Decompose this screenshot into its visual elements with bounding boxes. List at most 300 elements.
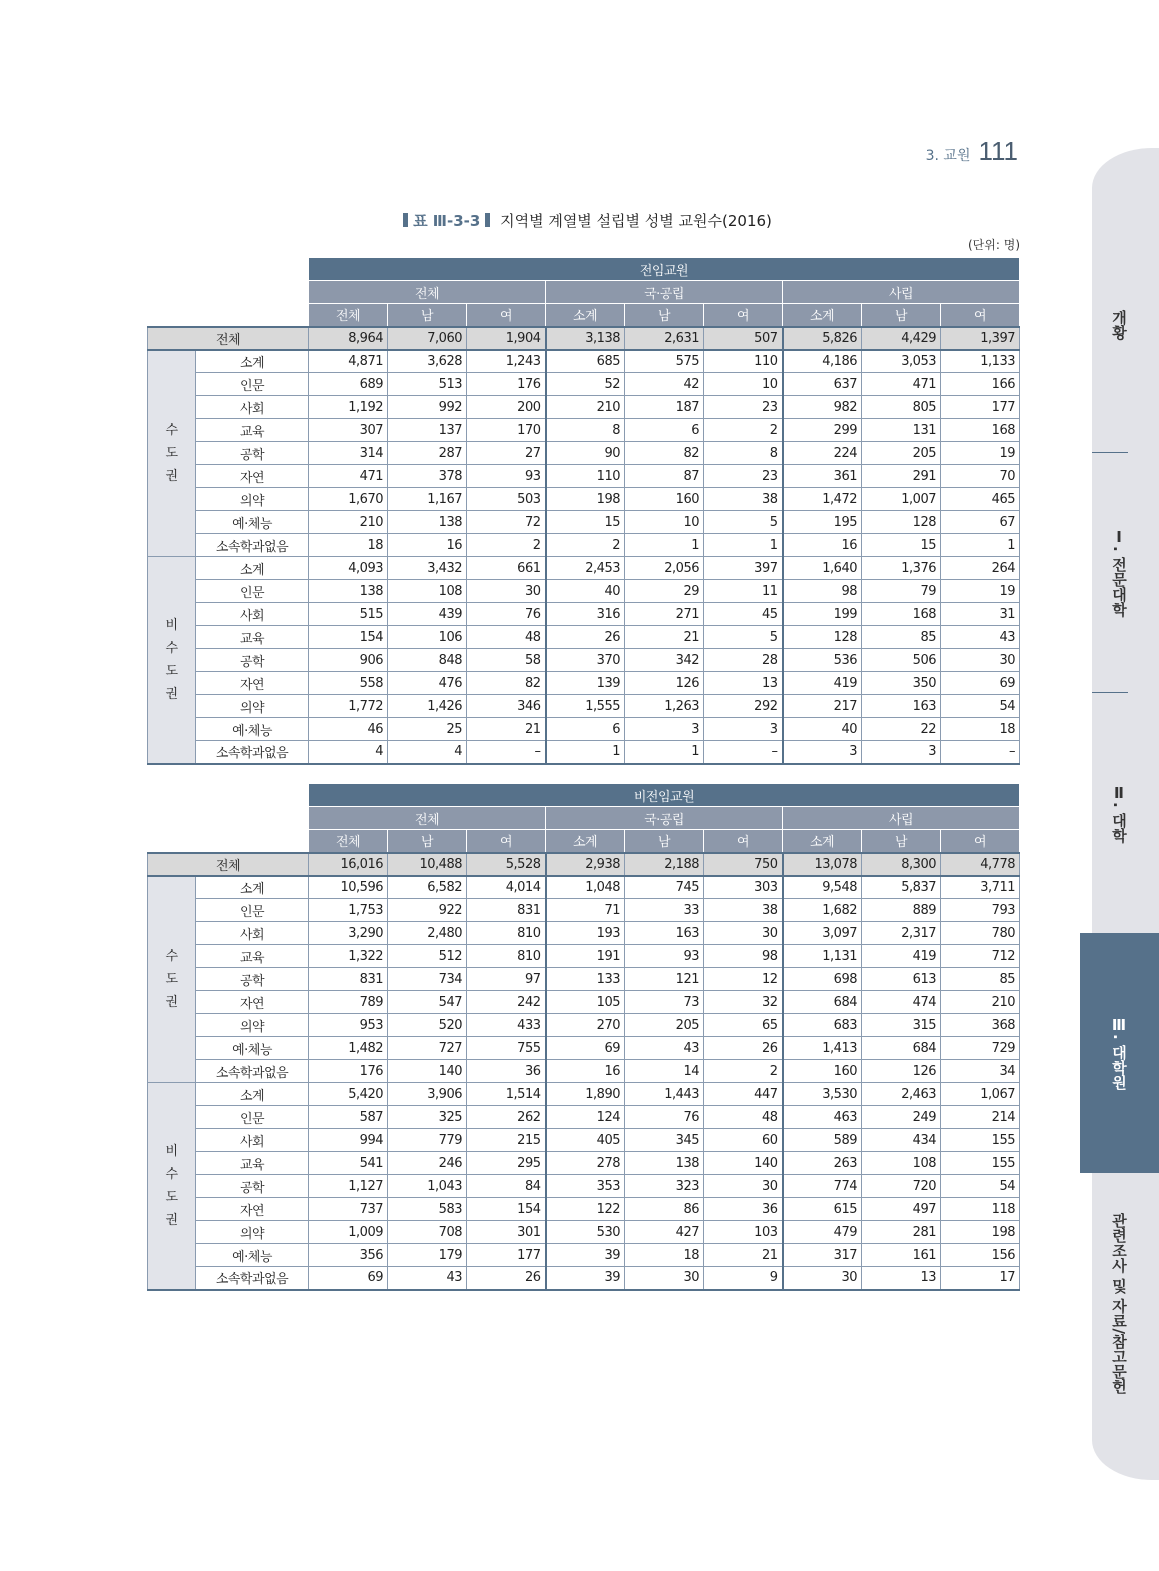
row-label: 교육	[196, 1152, 309, 1175]
column-header: 여	[704, 304, 783, 327]
region-name: 수도권	[165, 422, 178, 484]
column-header: 여	[467, 304, 546, 327]
cell-value: 325	[388, 1106, 467, 1129]
column-header: 남	[862, 830, 941, 853]
table-row	[148, 922, 1020, 945]
cell-value: 9	[704, 1267, 783, 1290]
cell-value: –	[704, 741, 783, 764]
cell-value: 242	[467, 991, 546, 1014]
table-row	[148, 899, 1020, 922]
cell-value: 1	[546, 741, 625, 764]
cell-value: 3	[704, 718, 783, 741]
side-tab-overview[interactable]	[1080, 200, 1159, 450]
cell-value: 712	[941, 945, 1020, 968]
cell-value: 4,014	[467, 876, 546, 899]
region-name: 비수도권	[165, 617, 178, 702]
row-label: 예·체능	[196, 511, 309, 534]
cell-value: 465	[941, 488, 1020, 511]
row-label: 예·체능	[196, 1037, 309, 1060]
column-header: 여	[941, 304, 1020, 327]
cell-value: 953	[309, 1014, 388, 1037]
cell-value: 3,053	[862, 350, 941, 373]
cell-value: 5,837	[862, 876, 941, 899]
cell-value: 210	[546, 396, 625, 419]
unit-label: (단위: 명)	[968, 238, 1020, 252]
cell-value: 3	[783, 741, 862, 764]
cell-value: 110	[704, 350, 783, 373]
cell-value: 5	[704, 626, 783, 649]
cell-value: 3,530	[783, 1083, 862, 1106]
cell-value: 295	[467, 1152, 546, 1175]
cell-value: 168	[862, 603, 941, 626]
table-row	[148, 1221, 1020, 1244]
cell-value: 750	[704, 853, 783, 876]
cell-value: 249	[862, 1106, 941, 1129]
cell-value: 271	[625, 603, 704, 626]
cell-value: 160	[625, 488, 704, 511]
cell-value: 73	[625, 991, 704, 1014]
row-label: 자연	[196, 1198, 309, 1221]
cell-value: 40	[546, 580, 625, 603]
cell-value: 1,167	[388, 488, 467, 511]
cell-value: 270	[546, 1014, 625, 1037]
cell-value: 69	[309, 1267, 388, 1290]
cell-value: 195	[783, 511, 862, 534]
table-row	[148, 603, 1020, 626]
cell-value: 793	[941, 899, 1020, 922]
cell-value: 1,472	[783, 488, 862, 511]
cell-value: 140	[704, 1152, 783, 1175]
cell-value: 287	[388, 442, 467, 465]
cell-value: 67	[941, 511, 1020, 534]
table-row	[148, 511, 1020, 534]
cell-value: 2,317	[862, 922, 941, 945]
cell-value: 160	[783, 1060, 862, 1083]
cell-value: 76	[467, 603, 546, 626]
cell-value: 155	[941, 1152, 1020, 1175]
cell-value: 25	[388, 718, 467, 741]
cell-value: 39	[546, 1267, 625, 1290]
table-row	[148, 534, 1020, 557]
group-header: 전체	[309, 281, 546, 304]
cell-value: 93	[467, 465, 546, 488]
cell-value: 558	[309, 672, 388, 695]
row-label: 인문	[196, 580, 309, 603]
cell-value: 18	[941, 718, 1020, 741]
cell-value: 1,904	[467, 327, 546, 350]
cell-value: 3,906	[388, 1083, 467, 1106]
cell-value: 1,890	[546, 1083, 625, 1106]
cell-value: 1,514	[467, 1083, 546, 1106]
cell-value: 889	[862, 899, 941, 922]
table-row	[148, 1198, 1020, 1221]
cell-value: 193	[546, 922, 625, 945]
cell-value: 346	[467, 695, 546, 718]
cell-value: 734	[388, 968, 467, 991]
cell-value: 16	[388, 534, 467, 557]
row-label: 사회	[196, 922, 309, 945]
cell-value: 176	[467, 373, 546, 396]
cell-value: 40	[783, 718, 862, 741]
region-label	[148, 876, 196, 1083]
row-label: 소속학과없음	[196, 1267, 309, 1290]
cell-value: 314	[309, 442, 388, 465]
cell-value: 139	[546, 672, 625, 695]
cell-value: 476	[388, 672, 467, 695]
cell-value: 2,631	[625, 327, 704, 350]
cell-value: 126	[625, 672, 704, 695]
cell-value: 46	[309, 718, 388, 741]
row-label: 소계	[196, 1083, 309, 1106]
cell-value: 1,067	[941, 1083, 1020, 1106]
cell-value: 5,826	[783, 327, 862, 350]
cell-value: 479	[783, 1221, 862, 1244]
region-name: 비수도권	[165, 1143, 178, 1228]
cell-value: 28	[704, 649, 783, 672]
cell-value: 48	[467, 626, 546, 649]
cell-value: 36	[467, 1060, 546, 1083]
side-tab-graduate-school[interactable]	[1080, 933, 1159, 1173]
cell-value: 6,582	[388, 876, 467, 899]
cell-value: 69	[941, 672, 1020, 695]
cell-value: –	[467, 741, 546, 764]
cell-value: 138	[309, 580, 388, 603]
cell-value: 303	[704, 876, 783, 899]
cell-value: 637	[783, 373, 862, 396]
region-label	[148, 350, 196, 557]
cell-value: 98	[704, 945, 783, 968]
cell-value: 26	[704, 1037, 783, 1060]
cell-value: 405	[546, 1129, 625, 1152]
total-row	[148, 327, 1020, 350]
cell-value: 6	[625, 419, 704, 442]
cell-value: 154	[467, 1198, 546, 1221]
cell-value: 1,192	[309, 396, 388, 419]
cell-value: 2	[546, 534, 625, 557]
cell-value: 497	[862, 1198, 941, 1221]
table-row	[148, 580, 1020, 603]
cell-value: 3	[625, 718, 704, 741]
cell-value: 36	[704, 1198, 783, 1221]
cell-value: 163	[862, 695, 941, 718]
row-label: 소속학과없음	[196, 534, 309, 557]
cell-value: 474	[862, 991, 941, 1014]
cell-value: 1,413	[783, 1037, 862, 1060]
cell-value: 191	[546, 945, 625, 968]
cell-value: 8	[704, 442, 783, 465]
row-label: 예·체능	[196, 718, 309, 741]
table-row	[148, 1244, 1020, 1267]
cell-value: 122	[546, 1198, 625, 1221]
cell-value: 176	[309, 1060, 388, 1083]
row-label: 사회	[196, 396, 309, 419]
cell-value: 262	[467, 1106, 546, 1129]
region-name: 수도권	[165, 948, 178, 1010]
table-row	[148, 465, 1020, 488]
cell-value: 85	[941, 968, 1020, 991]
blank-cell	[148, 784, 309, 853]
table-row	[148, 396, 1020, 419]
cell-value: 140	[388, 1060, 467, 1083]
cell-value: 729	[941, 1037, 1020, 1060]
cell-value: 370	[546, 649, 625, 672]
cell-value: 30	[467, 580, 546, 603]
cell-value: 1,009	[309, 1221, 388, 1244]
cell-value: 43	[625, 1037, 704, 1060]
cell-value: 121	[625, 968, 704, 991]
cell-value: 583	[388, 1198, 467, 1221]
table-row	[148, 626, 1020, 649]
table-row	[148, 649, 1020, 672]
column-header: 여	[467, 830, 546, 853]
cell-value: 79	[862, 580, 941, 603]
cell-value: 397	[704, 557, 783, 580]
cell-value: 13	[704, 672, 783, 695]
cell-value: 831	[467, 899, 546, 922]
cell-value: 1,007	[862, 488, 941, 511]
cell-value: 82	[625, 442, 704, 465]
cell-value: 33	[625, 899, 704, 922]
table-full-time-faculty	[147, 257, 1020, 765]
page-header	[926, 136, 1018, 167]
row-label: 인문	[196, 1106, 309, 1129]
cell-value: 29	[625, 580, 704, 603]
table-row	[148, 695, 1020, 718]
row-label: 소속학과없음	[196, 1060, 309, 1083]
row-label: 교육	[196, 626, 309, 649]
cell-value: 471	[309, 465, 388, 488]
cell-value: 5	[704, 511, 783, 534]
cell-value: 30	[625, 1267, 704, 1290]
region-label	[148, 1083, 196, 1290]
cell-value: 281	[862, 1221, 941, 1244]
cell-value: 198	[941, 1221, 1020, 1244]
table-row	[148, 741, 1020, 764]
cell-value: 39	[546, 1244, 625, 1267]
cell-value: 587	[309, 1106, 388, 1129]
cell-value: 18	[309, 534, 388, 557]
cell-value: 54	[941, 695, 1020, 718]
tab-label: Ⅱ. 대학	[1110, 783, 1128, 843]
cell-value: 433	[467, 1014, 546, 1037]
cell-value: 922	[388, 899, 467, 922]
table-row	[148, 1106, 1020, 1129]
cell-value: 161	[862, 1244, 941, 1267]
cell-value: 54	[941, 1175, 1020, 1198]
cell-value: 1	[941, 534, 1020, 557]
cell-value: 43	[941, 626, 1020, 649]
group-header: 전체	[309, 807, 546, 830]
cell-value: 98	[783, 580, 862, 603]
cell-value: 361	[783, 465, 862, 488]
cell-value: 156	[941, 1244, 1020, 1267]
cell-value: 503	[467, 488, 546, 511]
cell-value: 21	[625, 626, 704, 649]
table-row	[148, 442, 1020, 465]
tab-label: 관련조사 및 자료/참고문헌	[1110, 1212, 1128, 1394]
side-tab-references[interactable]	[1080, 1173, 1159, 1433]
cell-value: 4,186	[783, 350, 862, 373]
cell-value: 106	[388, 626, 467, 649]
cell-value: 520	[388, 1014, 467, 1037]
column-header: 전체	[309, 304, 388, 327]
cell-value: 810	[467, 922, 546, 945]
cell-value: 26	[546, 626, 625, 649]
cell-value: 316	[546, 603, 625, 626]
cell-value: 536	[783, 649, 862, 672]
cell-value: 906	[309, 649, 388, 672]
table-row	[148, 945, 1020, 968]
cell-value: 137	[388, 419, 467, 442]
cell-value: 1,753	[309, 899, 388, 922]
cell-value: 345	[625, 1129, 704, 1152]
column-header: 남	[625, 830, 704, 853]
table-row	[148, 1060, 1020, 1083]
cell-value: 1,555	[546, 695, 625, 718]
cell-value: 434	[862, 1129, 941, 1152]
side-tab-university[interactable]	[1080, 693, 1159, 933]
cell-value: 4	[388, 741, 467, 764]
table-row	[148, 1175, 1020, 1198]
row-label: 소계	[196, 876, 309, 899]
row-label: 소속학과없음	[196, 741, 309, 764]
table-row	[148, 1129, 1020, 1152]
cell-value: 168	[941, 419, 1020, 442]
cell-value: 684	[783, 991, 862, 1014]
cell-value: 684	[862, 1037, 941, 1060]
table-row	[148, 1083, 1020, 1106]
cell-value: 1,322	[309, 945, 388, 968]
cell-value: 1,131	[783, 945, 862, 968]
cell-value: 32	[704, 991, 783, 1014]
cell-value: 1,772	[309, 695, 388, 718]
cell-value: 124	[546, 1106, 625, 1129]
cell-value: 317	[783, 1244, 862, 1267]
column-header: 소계	[783, 830, 862, 853]
cell-value: 217	[783, 695, 862, 718]
column-header: 소계	[783, 304, 862, 327]
cell-value: 1,682	[783, 899, 862, 922]
table-row	[148, 718, 1020, 741]
cell-value: 23	[704, 396, 783, 419]
cell-value: 15	[546, 511, 625, 534]
cell-value: 138	[625, 1152, 704, 1175]
row-label: 공학	[196, 1175, 309, 1198]
row-label: 소계	[196, 557, 309, 580]
cell-value: 38	[704, 488, 783, 511]
cell-value: 471	[862, 373, 941, 396]
row-label: 인문	[196, 899, 309, 922]
column-header: 남	[388, 304, 467, 327]
side-tab-junior-college[interactable]	[1080, 453, 1159, 691]
cell-value: 2,188	[625, 853, 704, 876]
cell-value: 2,463	[862, 1083, 941, 1106]
cell-value: 85	[862, 626, 941, 649]
cell-value: 1,043	[388, 1175, 467, 1198]
cell-value: 745	[625, 876, 704, 899]
cell-value: 1	[625, 534, 704, 557]
cell-value: 128	[783, 626, 862, 649]
cell-value: 350	[862, 672, 941, 695]
cell-value: 506	[862, 649, 941, 672]
cell-value: 30	[704, 922, 783, 945]
cell-value: 368	[941, 1014, 1020, 1037]
row-label: 사회	[196, 1129, 309, 1152]
total-label: 전체	[148, 853, 309, 876]
row-label: 사회	[196, 603, 309, 626]
cell-value: 65	[704, 1014, 783, 1037]
cell-value: 1,443	[625, 1083, 704, 1106]
cell-value: 2	[704, 1060, 783, 1083]
cell-value: 427	[625, 1221, 704, 1244]
cell-value: 246	[388, 1152, 467, 1175]
cell-value: 205	[625, 1014, 704, 1037]
cell-value: 615	[783, 1198, 862, 1221]
row-label: 예·체능	[196, 1244, 309, 1267]
cell-value: 21	[467, 718, 546, 741]
section-header: 전임교원	[309, 258, 1020, 281]
cell-value: 994	[309, 1129, 388, 1152]
cell-value: 5,420	[309, 1083, 388, 1106]
cell-value: 13	[862, 1267, 941, 1290]
cell-value: 515	[309, 603, 388, 626]
cell-value: 10	[625, 511, 704, 534]
cell-value: 128	[862, 511, 941, 534]
cell-value: 27	[467, 442, 546, 465]
blank-cell	[148, 258, 309, 327]
cell-value: 4,871	[309, 350, 388, 373]
cell-value: 23	[704, 465, 783, 488]
cell-value: 774	[783, 1175, 862, 1198]
cell-value: 2,453	[546, 557, 625, 580]
table-row	[148, 350, 1020, 373]
table-row	[148, 672, 1020, 695]
cell-value: 58	[467, 649, 546, 672]
table-row	[148, 968, 1020, 991]
cell-value: 3,711	[941, 876, 1020, 899]
cell-value: 3,290	[309, 922, 388, 945]
cell-value: 727	[388, 1037, 467, 1060]
cell-value: 1,243	[467, 350, 546, 373]
cell-value: 215	[467, 1129, 546, 1152]
cell-value: 170	[467, 419, 546, 442]
cell-value: 103	[704, 1221, 783, 1244]
row-label: 공학	[196, 649, 309, 672]
table-number: 표 Ⅲ-3-3	[413, 212, 481, 230]
title-bar-icon	[403, 213, 408, 227]
column-header: 남	[862, 304, 941, 327]
cell-value: 87	[625, 465, 704, 488]
cell-value: 541	[309, 1152, 388, 1175]
cell-value: 1,133	[941, 350, 1020, 373]
cell-value: 70	[941, 465, 1020, 488]
cell-value: 30	[783, 1267, 862, 1290]
cell-value: 31	[941, 603, 1020, 626]
section-header: 비전임교원	[309, 784, 1020, 807]
table-row	[148, 876, 1020, 899]
row-label: 교육	[196, 945, 309, 968]
cell-value: 105	[546, 991, 625, 1014]
cell-value: 683	[783, 1014, 862, 1037]
cell-value: 126	[862, 1060, 941, 1083]
cell-value: 19	[941, 580, 1020, 603]
column-header: 여	[941, 830, 1020, 853]
row-label: 인문	[196, 373, 309, 396]
row-label: 공학	[196, 968, 309, 991]
cell-value: 1,482	[309, 1037, 388, 1060]
cell-value: 11	[704, 580, 783, 603]
cell-value: 720	[862, 1175, 941, 1198]
